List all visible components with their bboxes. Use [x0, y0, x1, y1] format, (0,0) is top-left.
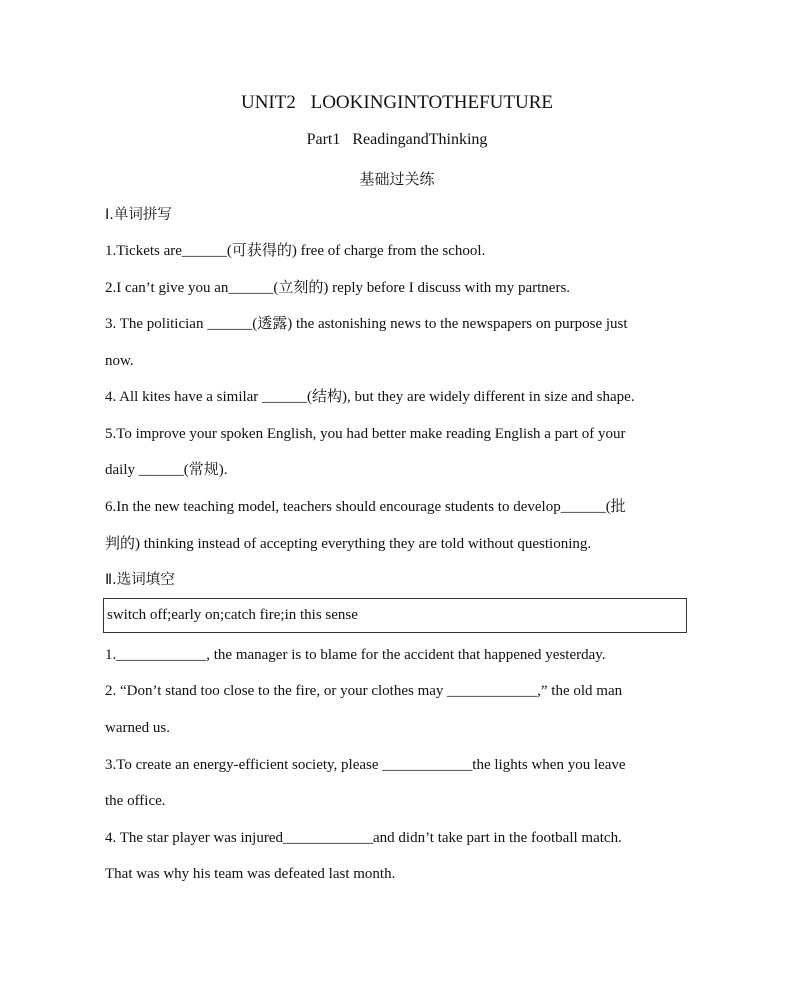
question-line: 5.To improve your spoken English, you had better make reading English a part of your [105, 426, 626, 442]
question-line: warned us. [105, 720, 170, 736]
question-line: 6.In the new teaching model, teachers should encourage students to develop______(批 [105, 499, 626, 515]
question-line: now. [105, 353, 134, 369]
unit-title: UNIT2 LOOKINGINTOTHEFUTURE [240, 92, 554, 113]
question-line: 2. “Don’t stand too close to the fire, or your clothes may ____________,” the old man [105, 683, 623, 699]
question-line: 3.To create an energy-efficient society, please ____________the lights when you leave [105, 757, 626, 773]
question-line: the office. [105, 793, 166, 809]
question-line: 4. All kites have a similar ______(结构), but they are widely different in size and shape. [105, 389, 635, 405]
section-subtitle: 基础过关练 [359, 170, 435, 188]
question-line: daily ______(常规). [105, 462, 228, 478]
question-line: 1.____________, the manager is to blame for the accident that happened yesterday. [105, 647, 606, 663]
question-line: 1.Tickets are______(可获得的) free of charge from the school. [105, 243, 486, 259]
word-bank-text: switch off;early on;catch fire;in this sense [107, 607, 358, 623]
question-line: 判的) thinking instead of accepting everything they are told without questioning. [105, 536, 592, 552]
question-line: That was why his team was defeated last month. [105, 866, 396, 882]
section2-heading: Ⅱ.选词填空 [105, 572, 175, 588]
question-line: 2.I can’t give you an______(立刻的) reply before I discuss with my partners. [105, 280, 571, 296]
question-line: 4. The star player was injured____________and didn’t take part in the football match. [105, 830, 622, 846]
word-bank-box [103, 598, 687, 633]
part-title: Part1 ReadingandThinking [306, 131, 488, 148]
section1-heading: Ⅰ.单词拼写 [105, 207, 172, 223]
question-line: 3. The politician ______(透露) the astonishing news to the newspapers on purpose just [105, 316, 628, 332]
